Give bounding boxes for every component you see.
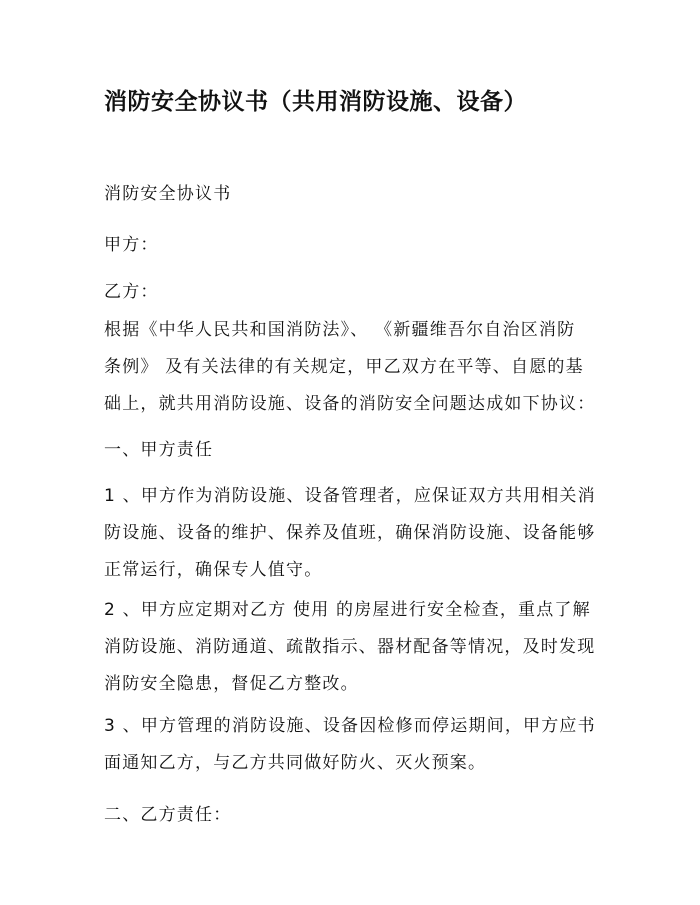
clause-line: 3 、甲方管理的消防设施、设备因检修而停运期间，甲方应书 [104,716,596,736]
clause-line: 防设施、设备的维护、保养及值班，确保消防设施、设备能够 [104,523,596,543]
clause-line: 1 、甲方作为消防设施、设备管理者，应保证双方共用相关消 [104,486,596,506]
document-title: 消防安全协议书（共用消防设施、设备） [104,89,527,115]
clause-line: 正常运行，确保专人值守。 [104,560,323,580]
agreement-heading: 消防安全协议书 [104,184,232,204]
clause-line: 消防安全隐患，督促乙方整改。 [104,674,359,694]
party-a-label: 甲方： [104,235,159,255]
clause-line: 消防设施、消防通道、疏散指示、器材配备等情况，及时发现 [104,637,596,657]
clause-line: 2 、甲方应定期对乙方 使用 的房屋进行安全检查，重点了解 [104,600,591,620]
preamble-paragraph [104,312,604,423]
preamble-line: 条例》 及有关法律的有关规定，甲乙双方在平等、自愿的基 [104,357,584,377]
party-b-label: 乙方： [104,282,159,302]
section-a-title: 一、甲方责任 [104,440,214,460]
clause-a3 [104,708,604,782]
clause-line: 面通知乙方，与乙方共同做好防火、灭火预案。 [104,753,487,773]
clause-a1 [104,478,604,589]
preamble-line: 础上，就共用消防设施、设备的消防安全问题达成如下协议： [104,394,596,414]
clause-a2 [104,592,604,703]
preamble-line: 根据《中华人民共和国消防法》、 《新疆维吾尔自治区消防 [104,320,576,340]
section-b-title: 二、乙方责任： [104,805,232,825]
